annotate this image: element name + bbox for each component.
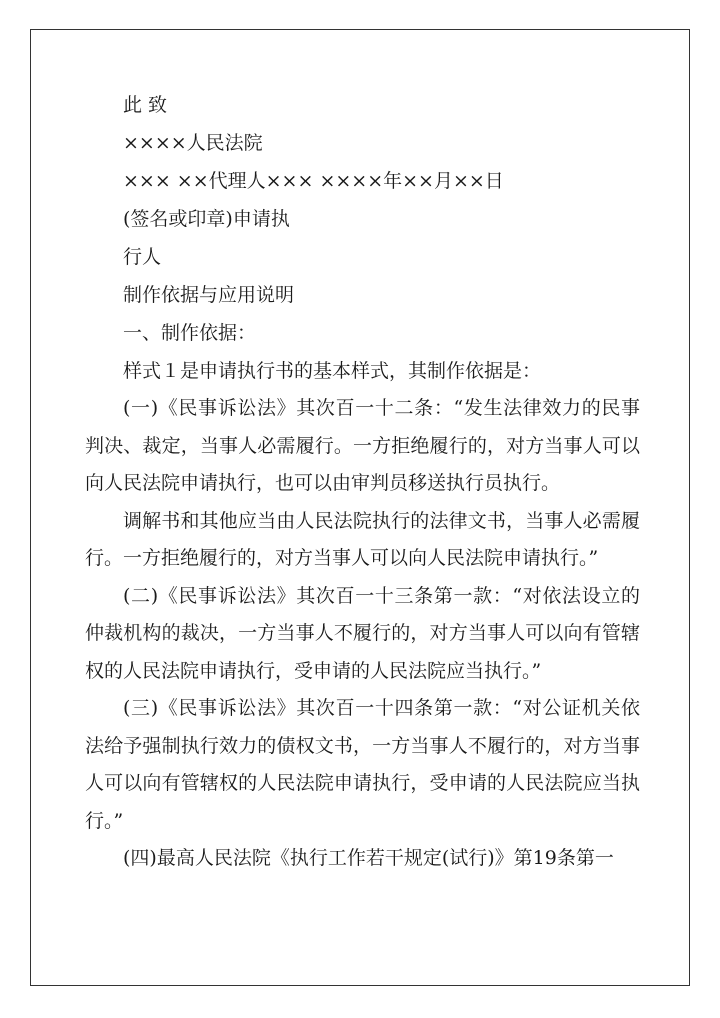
document-body (85, 86, 640, 878)
paragraph-mediation: 调解书和其他应当由人民法院执行的法律文书，当事人必需履行。一方拒绝履行的，对方当事人可以向人民法院申请执行。” (85, 509, 640, 569)
paragraph-supreme-court: (四)最高人民法院《执行工作若干规定(试行)》第19条第一 (123, 847, 614, 869)
intro-line: 样式１是申请执行书的基本样式，其制作依据是： (123, 360, 542, 382)
paragraph-article-213: (二)《民事诉讼法》其次百一十三条第一款：“对依法设立的仲裁机构的裁决，一方当事人不履行的，对方当事人可以向有管辖权的人民法院申请执行，受申请的人民法院应当执行。” (85, 584, 640, 682)
section-heading: 制作依据与应用说明 (123, 284, 295, 306)
subsection-heading: 一、制作依据： (123, 322, 257, 344)
signature-date-line: ××× ××代理人××× ××××年××月××日 (123, 170, 504, 192)
court-name-line: ××××人民法院 (123, 132, 263, 154)
paragraph-article-214: (三)《民事诉讼法》其次百一十四条第一款：“对公证机关依法给予强制执行效力的债权文书，一方当事人不履行的，对方当事人可以向有管辖权的人民法院申请执行，受申请的人民法院应当执行。” (85, 697, 640, 832)
salutation-line: 此 致 (123, 94, 168, 116)
applicant-line: 行人 (123, 246, 162, 268)
seal-note-line: (签名或印章)申请执 (123, 208, 290, 230)
paragraph-article-212: (一)《民事诉讼法》其次百一十二条：“发生法律效力的民事判决、裁定，当事人必需履行。一方拒绝履行的，对方当事人可以向人民法院申请执行，也可以由审判员移送执行员执行。 (85, 397, 640, 494)
